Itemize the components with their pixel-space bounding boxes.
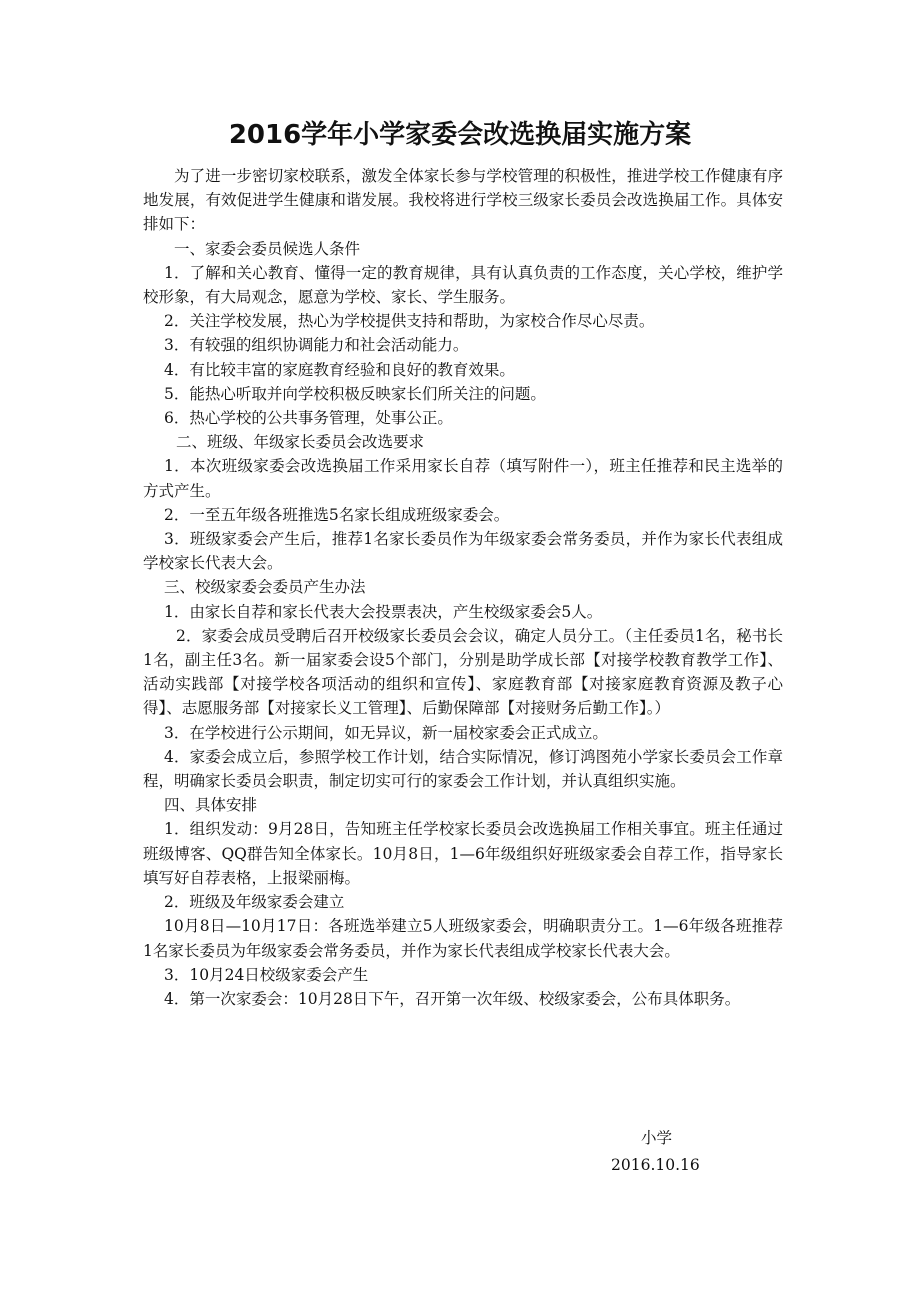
section-heading-2: 二、班级、年级家长委员会改选要求 <box>176 433 425 452</box>
section-heading-1: 一、家委会委员候选人条件 <box>174 239 361 258</box>
list-item: 6．热心学校的公共事务管理，处事公正。 <box>164 409 453 428</box>
list-item: 1．组织发动：9月28日，告知班主任学校家长委员会改选换届工作相关事宜。班主任通过班级博客、QQ群告知全体家长。10月8日，1—6年级组织好班级家委会自荐工作，指导家长填写好自荐表格，上报梁丽梅。 <box>143 820 783 887</box>
list-item: 10月8日—10月17日：各班选举建立5人班级家委会，明确职责分工。1—6年级各班推荐1名家长委员为年级家委会常务委员，并作为家长代表组成学校家长代表大会。 <box>143 917 783 960</box>
list-item: 4．有比较丰富的家庭教育经验和良好的教育效果。 <box>164 360 515 379</box>
intro-paragraph: 为了进一步密切家校联系，激发全体家长参与学校管理的积极性，推进学校工作健康有序地发展，有效促进学生健康和谐发展。我校将进行学校三级家长委员会改选换届工作。具体安排如下： <box>143 167 783 234</box>
list-item: 1．了解和关心教育、懂得一定的教育规律，具有认真负责的工作态度，关心学校，维护学校形象，有大局观念，愿意为学校、家长、学生服务。 <box>143 263 783 307</box>
list-item: 3．在学校进行公示期间，如无异议，新一届校家委会正式成立。 <box>164 723 608 742</box>
list-item: 3．有较强的组织协调能力和社会活动能力。 <box>164 336 469 355</box>
list-item: 2．一至五年级各班推选5名家长组成班级家委会。 <box>164 505 510 524</box>
list-item: 2．关注学校发展，热心为学校提供支持和帮助，为家校合作尽心尽责。 <box>164 312 655 331</box>
list-item: 5．能热心听取并向学校积极反映家长们所关注的问题。 <box>164 384 546 403</box>
list-item: 2．班级及年级家委会建立 <box>164 893 345 912</box>
list-item: 2．家委会成员受聘后召开校级家长委员会会议，确定人员分工。（主任委员1名，秘书长1名，副主任3名。新一届家委会设5个部门，分别是助学成长部【对接学校教育教学工作】、活动实践部【对接学校各项活动的组织和宣传】、家庭教育部【对接家庭教育资源及教子心得】、志愿服务部【对接家长义工管理】、后勤保障部【对接财务后勤工作】。） <box>143 626 783 718</box>
signature-date: 2016.10.16 <box>611 1156 700 1174</box>
list-item: 3．10月24日校级家委会产生 <box>164 965 369 984</box>
signature-org: 小学 <box>641 1129 673 1147</box>
section-heading-3: 三、校级家委会委员产生办法 <box>164 578 366 597</box>
document-title: 2016学年小学家委会改选换届实施方案 <box>228 120 692 150</box>
section-heading-4: 四、具体安排 <box>164 796 258 815</box>
list-item: 3．班级家委会产生后，推荐1名家长委员作为年级家委会常务委员，并作为家长代表组成学校家长代表大会。 <box>143 530 783 573</box>
list-item: 4．家委会成立后，参照学校工作计划，结合实际情况，修订鸿图苑小学家长委员会工作章程，明确家长委员会职责，制定切实可行的家委会工作计划，并认真组织实施。 <box>143 747 783 791</box>
list-item: 1．本次班级家委会改选换届工作采用家长自荐（填写附件一），班主任推荐和民主选举的方式产生。 <box>143 457 783 500</box>
document-body <box>143 164 783 1011</box>
list-item: 1．由家长自荐和家长代表大会投票表决，产生校级家委会5人。 <box>164 602 603 621</box>
list-item: 4．第一次家委会：10月28日下午，召开第一次年级、校级家委会，公布具体职务。 <box>164 989 741 1008</box>
